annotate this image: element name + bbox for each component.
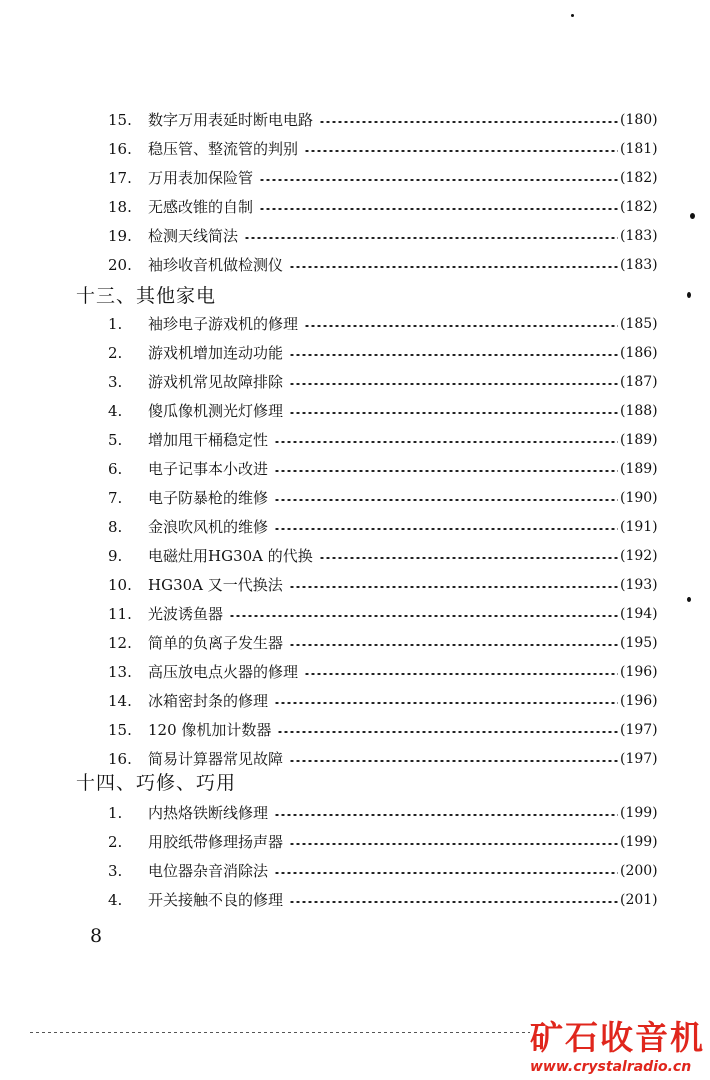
entry-page: (185) bbox=[620, 316, 658, 332]
dot-leader bbox=[289, 586, 618, 588]
toc-entry bbox=[0, 859, 710, 883]
entry-page: (183) bbox=[620, 228, 658, 244]
entry-page: (191) bbox=[620, 519, 658, 535]
entry-page: (197) bbox=[620, 722, 658, 738]
entry-title: 游戏机增加连动功能 bbox=[148, 344, 284, 362]
toc-entry bbox=[0, 515, 710, 539]
entry-number: 12. bbox=[108, 634, 132, 652]
entry-page: (201) bbox=[620, 892, 658, 908]
toc-entry bbox=[0, 428, 710, 452]
toc-entry bbox=[0, 108, 710, 132]
dot-leader bbox=[274, 702, 618, 704]
entry-page: (197) bbox=[620, 751, 658, 767]
dot-leader bbox=[259, 179, 618, 181]
entry-page: (199) bbox=[620, 834, 658, 850]
dot-leader bbox=[259, 208, 618, 210]
entry-title: 电子防暴枪的维修 bbox=[148, 489, 269, 507]
entry-page: (181) bbox=[620, 141, 658, 157]
entry-page: (183) bbox=[620, 257, 658, 273]
entry-page: (194) bbox=[620, 606, 658, 622]
dot-leader bbox=[289, 412, 618, 414]
dot-leader bbox=[304, 673, 618, 675]
entry-title: 电磁灶用HG30A 的代换 bbox=[148, 547, 313, 565]
entry-number: 2. bbox=[108, 344, 123, 362]
entry-number: 8. bbox=[108, 518, 123, 536]
toc-entry bbox=[0, 718, 710, 742]
entry-title: 傻瓜像机测光灯修理 bbox=[148, 402, 284, 420]
entry-title: 稳压管、整流管的判别 bbox=[148, 140, 299, 158]
entry-title: 简易计算器常见故障 bbox=[148, 750, 284, 768]
toc-entry bbox=[0, 253, 710, 277]
entry-number: 1. bbox=[108, 315, 123, 333]
dot-leader bbox=[289, 760, 618, 762]
entry-title: 游戏机常见故障排除 bbox=[148, 373, 284, 391]
dot-leader bbox=[274, 528, 618, 530]
toc-entry bbox=[0, 166, 710, 190]
scan-speck bbox=[687, 292, 691, 298]
entry-page: (189) bbox=[620, 432, 658, 448]
entry-number: 16. bbox=[108, 140, 132, 158]
dot-leader bbox=[274, 470, 618, 472]
toc-entry bbox=[0, 602, 710, 626]
entry-number: 17. bbox=[108, 169, 132, 187]
toc-entry bbox=[0, 801, 710, 825]
entry-page: (187) bbox=[620, 374, 658, 390]
entry-title: 120 像机加计数器 bbox=[148, 721, 272, 739]
entry-title: 数字万用表延时断电电路 bbox=[148, 111, 314, 129]
entry-title: 万用表加保险管 bbox=[148, 169, 254, 187]
dot-leader bbox=[289, 843, 618, 845]
entry-page: (192) bbox=[620, 548, 658, 564]
entry-title: 开关接触不良的修理 bbox=[148, 891, 284, 909]
entry-number: 1. bbox=[108, 804, 123, 822]
entry-title: 简单的负离子发生器 bbox=[148, 634, 284, 652]
entry-page: (193) bbox=[620, 577, 658, 593]
entry-number: 3. bbox=[108, 862, 123, 880]
toc-entry bbox=[0, 137, 710, 161]
dot-leader bbox=[274, 872, 618, 874]
dot-leader bbox=[289, 354, 618, 356]
entry-title: HG30A 又一代换法 bbox=[148, 576, 283, 594]
toc-entry bbox=[0, 457, 710, 481]
entry-title: 无感改锥的自制 bbox=[148, 198, 254, 216]
entry-number: 16. bbox=[108, 750, 132, 768]
toc-entry bbox=[0, 660, 710, 684]
entry-title: 高压放电点火器的修理 bbox=[148, 663, 299, 681]
entry-page: (199) bbox=[620, 805, 658, 821]
entry-number: 4. bbox=[108, 402, 123, 420]
toc-entry bbox=[0, 224, 710, 248]
scan-speck bbox=[687, 597, 691, 602]
dot-leader bbox=[319, 121, 618, 123]
toc-entry bbox=[0, 195, 710, 219]
entry-number: 13. bbox=[108, 663, 132, 681]
page-number: 8 bbox=[90, 925, 103, 947]
dot-leader bbox=[277, 731, 618, 733]
toc-entry bbox=[0, 830, 710, 854]
entry-title: 检测天线简法 bbox=[148, 227, 239, 245]
section-heading: 十三、其他家电 bbox=[76, 285, 217, 307]
bottom-dashed-rule bbox=[30, 1032, 530, 1033]
entry-page: (190) bbox=[620, 490, 658, 506]
entry-title: 冰箱密封条的修理 bbox=[148, 692, 269, 710]
entry-number: 9. bbox=[108, 547, 123, 565]
dot-leader bbox=[304, 150, 618, 152]
entry-number: 2. bbox=[108, 833, 123, 851]
entry-page: (182) bbox=[620, 170, 658, 186]
toc-entry bbox=[0, 486, 710, 510]
toc-entry bbox=[0, 544, 710, 568]
entry-page: (195) bbox=[620, 635, 658, 651]
section-heading: 十四、巧修、巧用 bbox=[76, 772, 237, 794]
entry-number: 19. bbox=[108, 227, 132, 245]
entry-number: 7. bbox=[108, 489, 123, 507]
dot-leader bbox=[274, 441, 618, 443]
scan-speck bbox=[571, 14, 574, 17]
dot-leader bbox=[244, 237, 618, 239]
entry-page: (196) bbox=[620, 693, 658, 709]
toc-entry bbox=[0, 888, 710, 912]
dot-leader bbox=[274, 814, 618, 816]
entry-number: 11. bbox=[108, 605, 132, 623]
entry-title: 袖珍电子游戏机的修理 bbox=[148, 315, 299, 333]
entry-page: (180) bbox=[620, 112, 658, 128]
toc-entry bbox=[0, 631, 710, 655]
dot-leader bbox=[304, 325, 618, 327]
dot-leader bbox=[289, 644, 618, 646]
entry-page: (182) bbox=[620, 199, 658, 215]
dot-leader bbox=[289, 383, 618, 385]
entry-number: 15. bbox=[108, 111, 132, 129]
entry-title: 电子记事本小改进 bbox=[148, 460, 269, 478]
entry-number: 4. bbox=[108, 891, 123, 909]
entry-page: (189) bbox=[620, 461, 658, 477]
entry-page: (188) bbox=[620, 403, 658, 419]
entry-title: 金浪吹风机的维修 bbox=[148, 518, 269, 536]
toc-entry bbox=[0, 312, 710, 336]
entry-page: (196) bbox=[620, 664, 658, 680]
entry-number: 6. bbox=[108, 460, 123, 478]
entry-number: 20. bbox=[108, 256, 132, 274]
toc-entry bbox=[0, 689, 710, 713]
toc-entry bbox=[0, 370, 710, 394]
entry-number: 14. bbox=[108, 692, 132, 710]
entry-page: (186) bbox=[620, 345, 658, 361]
dot-leader bbox=[289, 901, 618, 903]
watermark-title: 矿石收音机 bbox=[530, 1018, 705, 1057]
entry-title: 电位器杂音消除法 bbox=[148, 862, 269, 880]
entry-title: 袖珍收音机做检测仪 bbox=[148, 256, 284, 274]
watermark-url: www.crystalradio.cn bbox=[530, 1059, 692, 1075]
entry-page: (200) bbox=[620, 863, 658, 879]
entry-number: 15. bbox=[108, 721, 132, 739]
dot-leader bbox=[289, 266, 618, 268]
entry-number: 5. bbox=[108, 431, 123, 449]
entry-number: 10. bbox=[108, 576, 132, 594]
scan-speck bbox=[690, 213, 695, 219]
toc-entry bbox=[0, 399, 710, 423]
entry-title: 内热烙铁断线修理 bbox=[148, 804, 269, 822]
watermark bbox=[530, 1018, 708, 1076]
entry-title: 用胶纸带修理扬声器 bbox=[148, 833, 284, 851]
entry-number: 18. bbox=[108, 198, 132, 216]
entry-number: 3. bbox=[108, 373, 123, 391]
dot-leader bbox=[319, 557, 618, 559]
entry-title: 光波诱鱼器 bbox=[148, 605, 224, 623]
dot-leader bbox=[229, 615, 618, 617]
entry-title: 增加甩干桶稳定性 bbox=[148, 431, 269, 449]
toc-entry bbox=[0, 573, 710, 597]
dot-leader bbox=[274, 499, 618, 501]
toc-entry bbox=[0, 341, 710, 365]
